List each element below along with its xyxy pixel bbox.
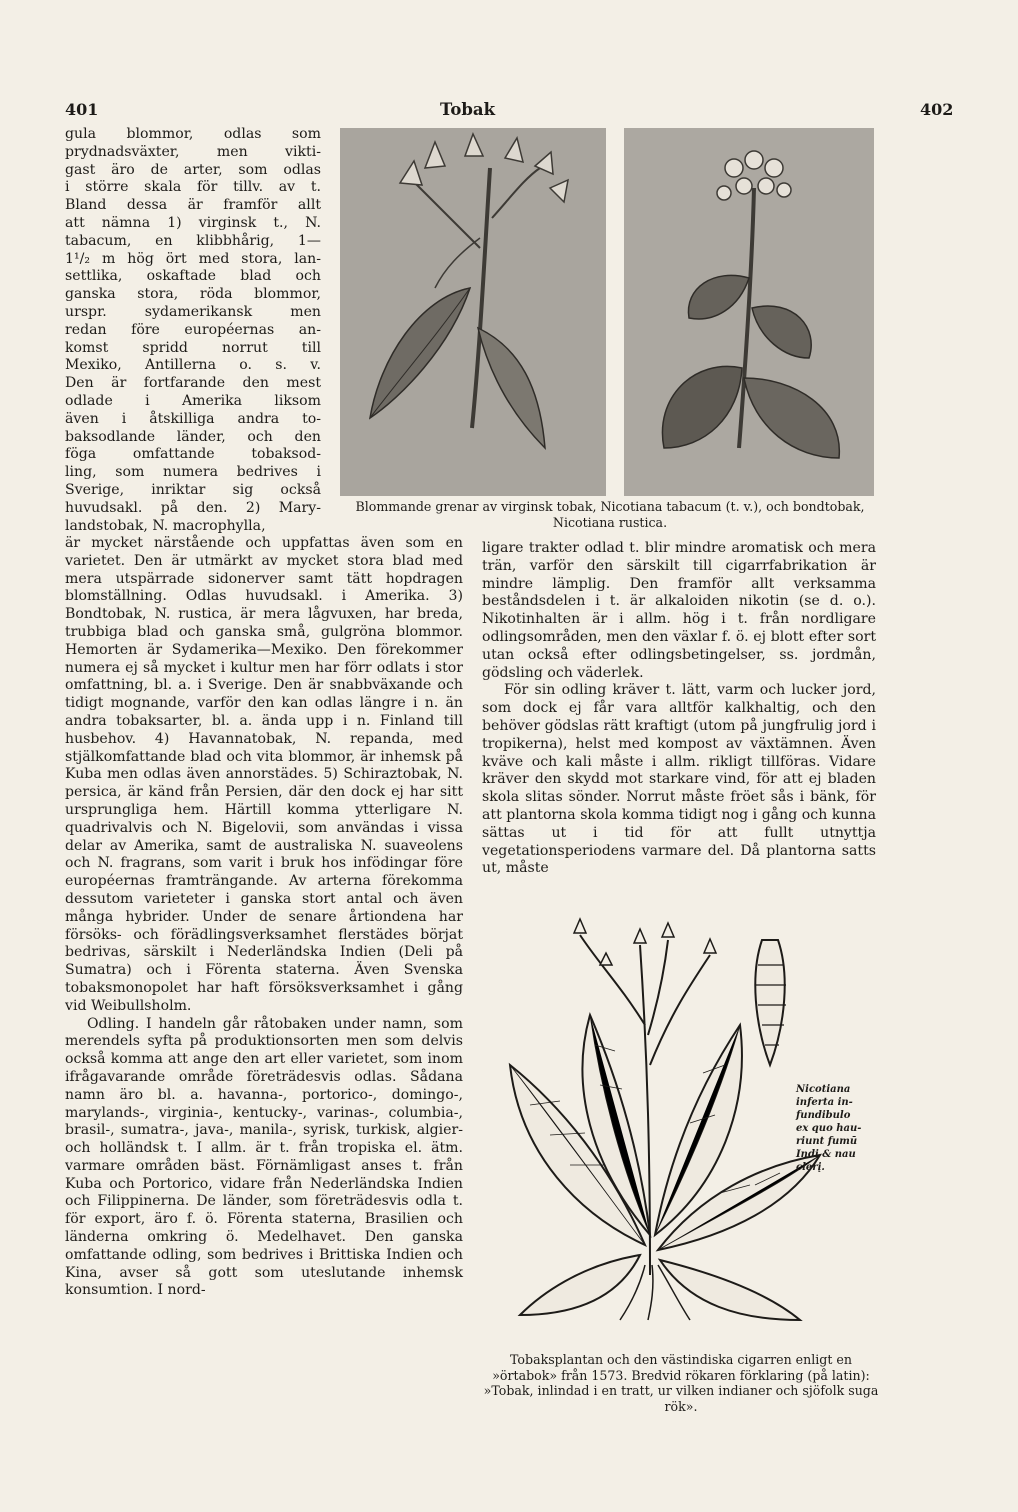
left-column-line: att nämna 1) virginsk t., N. [65, 214, 321, 231]
left-column-line: gast äro de arter, som odlas [65, 161, 321, 178]
left-column-line: Mexiko, Antillerna o. s. v. [65, 357, 321, 374]
left-column-line: Bland dessa är framför allt [65, 197, 321, 214]
left-column-line: gula blommor, odlas som [65, 126, 321, 142]
left-column-line: odlade i Amerika liksom [65, 392, 321, 409]
rustica-tobacco-branch-illustration [624, 128, 874, 496]
left-column-line: urspr. sydamerikansk men [65, 303, 321, 320]
left-column-line: baksodlande länder, och den [65, 428, 321, 445]
left-column-line: prydnadsväxter, men vikti- [65, 143, 321, 160]
woodcut-tobacco-plant [500, 915, 880, 1325]
left-column-line: komst spridd norrut till [65, 339, 321, 356]
paragraph-cultivation: Odling. I handeln går råtobaken under namn, som merendels syfta på produktionsorten men som delvis också komma att ange den art eller varietet, som inom ifrågavarande område företrädesvis odlas. Sådana namn äro bl. a. havanna-, portorico-, domingo-, marylands-, virginia-, kentucky-, varinas-, columbia-, brasil-, sumatra-, java-, manila-, syrisk, turkisk, algier- och holländsk t. I allm. är t. från tropiska el. ätm. varmare områden bäst. Förnämligast anses t. från Kuba och Portorico, vidare från Nederländska Indien och Filippinerna. De länder, som företrädesvis odla t. för export, äro f. ö. Förenta staterna, Brasilien och länderna omkring ö. Medelhavet. Den ganska omfattande odling, som bedrives i Brittiska Indien och Kina, avser så gott som uteslutande inhemsk konsumtion. I nord- [65, 1015, 463, 1299]
photo-virginia-tobacco [340, 128, 606, 496]
page-number-right: 402 [920, 100, 954, 119]
right-column [482, 540, 876, 878]
left-column-line: ganska stora, röda blommor, [65, 286, 321, 303]
left-column-line: landstobak, N. macrophylla, [65, 517, 266, 534]
left-column-line: redan före européernas an- [65, 321, 321, 338]
left-column-top [65, 126, 321, 535]
woodcut-latin-inscription: Nicotiana inferta in- fundibulo ex quo hau- riunt fumū Indi & nau clerį. [796, 1084, 862, 1173]
paragraph-nicotine: ligare trakter odlad t. blir mindre aromatisk och mera trän, varför den särskilt till cigarrfabrikation är mindre lämplig. Den framför allt verksamma beståndsdelen i t. är alkaloiden nikotin (se d. o.). Nikotinhalten är i allm. hög i t. från nordligare odlingsområden, men den växlar f. ö. ej blott efter sort utan också efter odlingsbetingelser, ss. jordmån, gödsling och väderlek. [482, 540, 876, 681]
left-column-line: i större skala för tillv. av t. [65, 179, 321, 196]
paragraph-growing: För sin odling kräver t. lätt, varm och lucker jord, som dock ej får vara alltför kalkhaltig, och den behöver gödslas rätt kraftigt (utom på jungfrulig jord i tropikerna), helst med kompost av växtämnen. Även kväve och kali måste i allm. rikligt tillföras. Vidare kräver den skydd mot starkare vind, för att ej bladen skola slitas sönder. Norrut måste fröet sås i bänk, för att plantorna skola komma tidigt nog i gång och kunna sättas ut i tid för att fullt utnyttja vegetationsperiodens varmare del. Då plantorna satts ut, måste [482, 682, 876, 877]
left-column-line: settlika, oskaftade blad och [65, 268, 321, 285]
left-column-line: ling, som numera bedrives i [65, 464, 321, 481]
left-column-line: Sverige, inriktar sig också [65, 481, 321, 498]
photo-caption: Blommande grenar av virginsk tobak, Nicotiana tabacum (t. v.), och bondtobak, Nicotiana rustica. [355, 499, 865, 530]
photo-rustica-tobacco [624, 128, 874, 496]
left-column-line: föga omfattande tobaksod- [65, 446, 321, 463]
woodcut-caption: Tobaksplantan och den västindiska cigarren enligt en »örtabok» från 1573. Bredvid rökaren förklaring (på latin): »Tobak, inlindad i en tratt, ur vilken indianer och sjöfolk suga rök». [483, 1352, 879, 1414]
left-column-line: 1¹/₂ m hög ört med stora, lan- [65, 250, 321, 267]
virginia-tobacco-branch-illustration [340, 128, 606, 496]
left-column-line: även i åtskilliga andra to- [65, 410, 321, 427]
paragraph-species: är mycket närstående och uppfattas även som en varietet. Den är utmärkt av mycket stora blad med mera utspärrade sidonerver samt tätt hopdragen blomställning. Odlas huvudsakl. i Amerika. 3) Bondtobak, N. rustica, är mera lågvuxen, har breda, trubbiga blad och ganska små, gulgröna blommor. Hemorten är Sydamerika—Mexiko. Den förekommer numera ej så mycket i kultur men har förr odlats i stor omfattning, bl. a. i Sverige. Den är snabbväxande och tidigt mognande, varför den kan odlas längre i n. än andra tobaksarter, bl. a. ända upp i n. Finland till husbehov. 4) Havannatobak, N. repanda, med stjälkomfattande blad och vita blommor, är inhemsk på Kuba men odlas även annorstädes. 5) Schiraztobak, N. persica, är känd från Persien, där den dock ej har sitt ursprungliga hem. Härtill komma ytterligare N. quadrivalvis och N. Bigelovii, som användas i vissa delar av Amerika, samt de australiska N. suaveolens och N. fragrans, som varit i bruk hos infödingar före européernas framträngande. Av arterna förekomma dessutom varieteter i ganska stort antal och även många hybrider. Under de senare årtiondena har försöks- och förädlingsverksamhet flerstädes börjat bedrivas, särskilt i Nederländska Indien (Deli på Sumatra) och i Förenta staterna. Även Svenska tobaksmonopolet har haft försöksverksamhet i gång vid Weibullsholm. [65, 535, 463, 1014]
running-head: Tobak [440, 100, 496, 119]
left-column-line: huvudsakl. på den. 2) Mary- [65, 499, 321, 516]
left-column-main [65, 535, 463, 1300]
page-number-left: 401 [65, 100, 99, 119]
left-column-line: Den är fortfarande den mest [65, 375, 321, 392]
left-column-line: tabacum, en klibbhårig, 1— [65, 232, 321, 249]
